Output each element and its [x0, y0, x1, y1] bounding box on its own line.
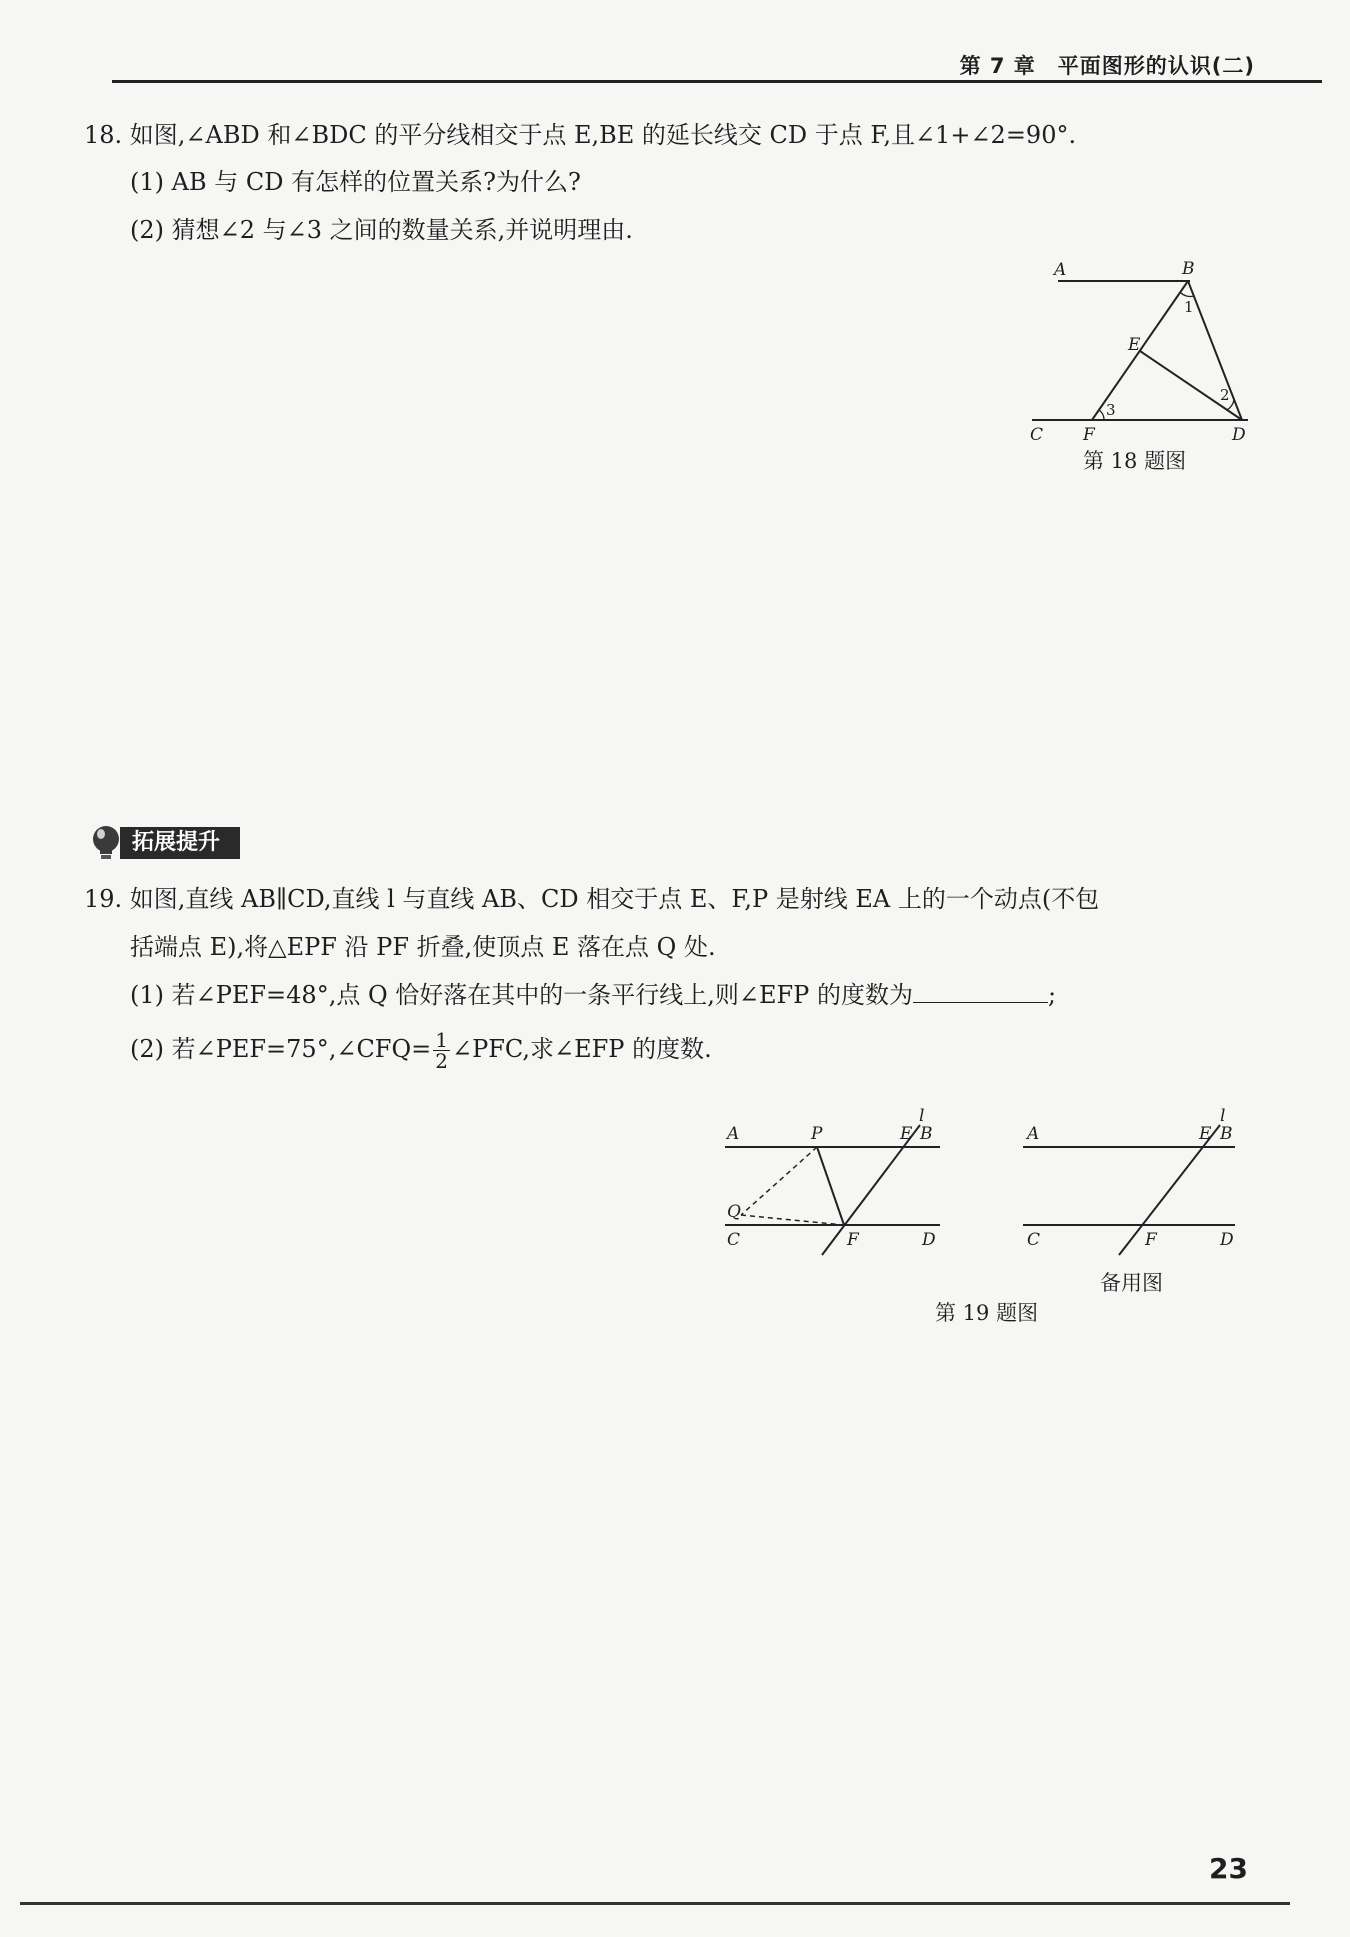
q19-part2 [130, 1030, 712, 1071]
label-a: A [1054, 260, 1067, 280]
q18-stem: 18. 如图,∠ABD 和∠BDC 的平分线相交于点 E,BE 的延长线交 CD 于点 F,且∠1+∠2=90°. [84, 121, 1077, 149]
header-rule [112, 80, 1322, 83]
line-bd [1188, 281, 1242, 420]
q19-figure-spare [1015, 1105, 1255, 1265]
q19-part1-end: ; [1047, 981, 1057, 1009]
label-c: C [1027, 1230, 1041, 1250]
label-e: E [900, 1124, 913, 1144]
section-title: 拓展提升 [120, 827, 240, 859]
angle3-arc [1099, 410, 1104, 420]
label-f: F [1083, 425, 1095, 445]
fraction-denominator: 2 [435, 1049, 448, 1073]
label-b: B [920, 1124, 933, 1144]
footer-rule [20, 1902, 1290, 1905]
q19-part2-post: ∠PFC,求∠EFP 的度数. [451, 1035, 712, 1063]
q18-caption: 第 18 题图 [1083, 449, 1187, 473]
label-b: B [1220, 1124, 1233, 1144]
q19-part1-text: (1) 若∠PEF=48°,点 Q 恰好落在其中的一条平行线上,则∠EFP 的度数为 [130, 981, 913, 1009]
label-c: C [1030, 425, 1044, 445]
label-q: Q [727, 1202, 741, 1222]
label-a: A [1027, 1124, 1040, 1144]
angle1-label: 1 [1184, 298, 1194, 316]
label-l: l [919, 1106, 925, 1126]
line-pf [817, 1147, 844, 1225]
chapter-title: 第 7 章 平面图形的认识(二) [959, 54, 1255, 78]
fraction-one-half [433, 1030, 450, 1071]
label-d: D [922, 1230, 936, 1250]
label-b: B [1182, 259, 1195, 279]
label-c: C [727, 1230, 741, 1250]
q19-stem-2: 括端点 E),将△EPF 沿 PF 折叠,使顶点 E 落在点 Q 处. [130, 933, 716, 961]
label-f: F [847, 1230, 859, 1250]
label-d: D [1232, 425, 1246, 445]
line-qf-dashed [741, 1215, 844, 1225]
section-badge [88, 823, 248, 863]
q19-part1 [130, 978, 1056, 1012]
q19-spare-caption: 备用图 [1100, 1271, 1163, 1295]
angle3-label: 3 [1106, 401, 1116, 419]
page-number: 23 [1209, 1852, 1248, 1885]
q18-part1: (1) AB 与 CD 有怎样的位置关系?为什么? [130, 168, 581, 196]
label-e: E [1199, 1124, 1212, 1144]
q18-part2: (2) 猜想∠2 与∠3 之间的数量关系,并说明理由. [130, 216, 633, 244]
q19-figure-main [715, 1105, 955, 1265]
line-l [822, 1125, 920, 1255]
q19-stem-1: 19. 如图,直线 AB∥CD,直线 l 与直线 AB、CD 相交于点 E、F,P 是射线 EA 上的一个动点(不包 [84, 885, 1100, 913]
fraction-numerator: 1 [435, 1028, 448, 1052]
label-p: P [811, 1124, 823, 1144]
angle2-label: 2 [1220, 386, 1230, 404]
label-d: D [1220, 1230, 1234, 1250]
label-l: l [1220, 1106, 1226, 1126]
label-e: E [1128, 335, 1141, 355]
label-a: A [727, 1124, 740, 1144]
q19-part2-pre: (2) 若∠PEF=75°,∠CFQ= [130, 1035, 432, 1063]
q19-caption: 第 19 题图 [935, 1301, 1039, 1325]
line-pq-dashed [741, 1147, 817, 1215]
label-f: F [1145, 1230, 1157, 1250]
answer-blank[interactable] [913, 980, 1048, 1003]
line-l [1119, 1125, 1220, 1255]
